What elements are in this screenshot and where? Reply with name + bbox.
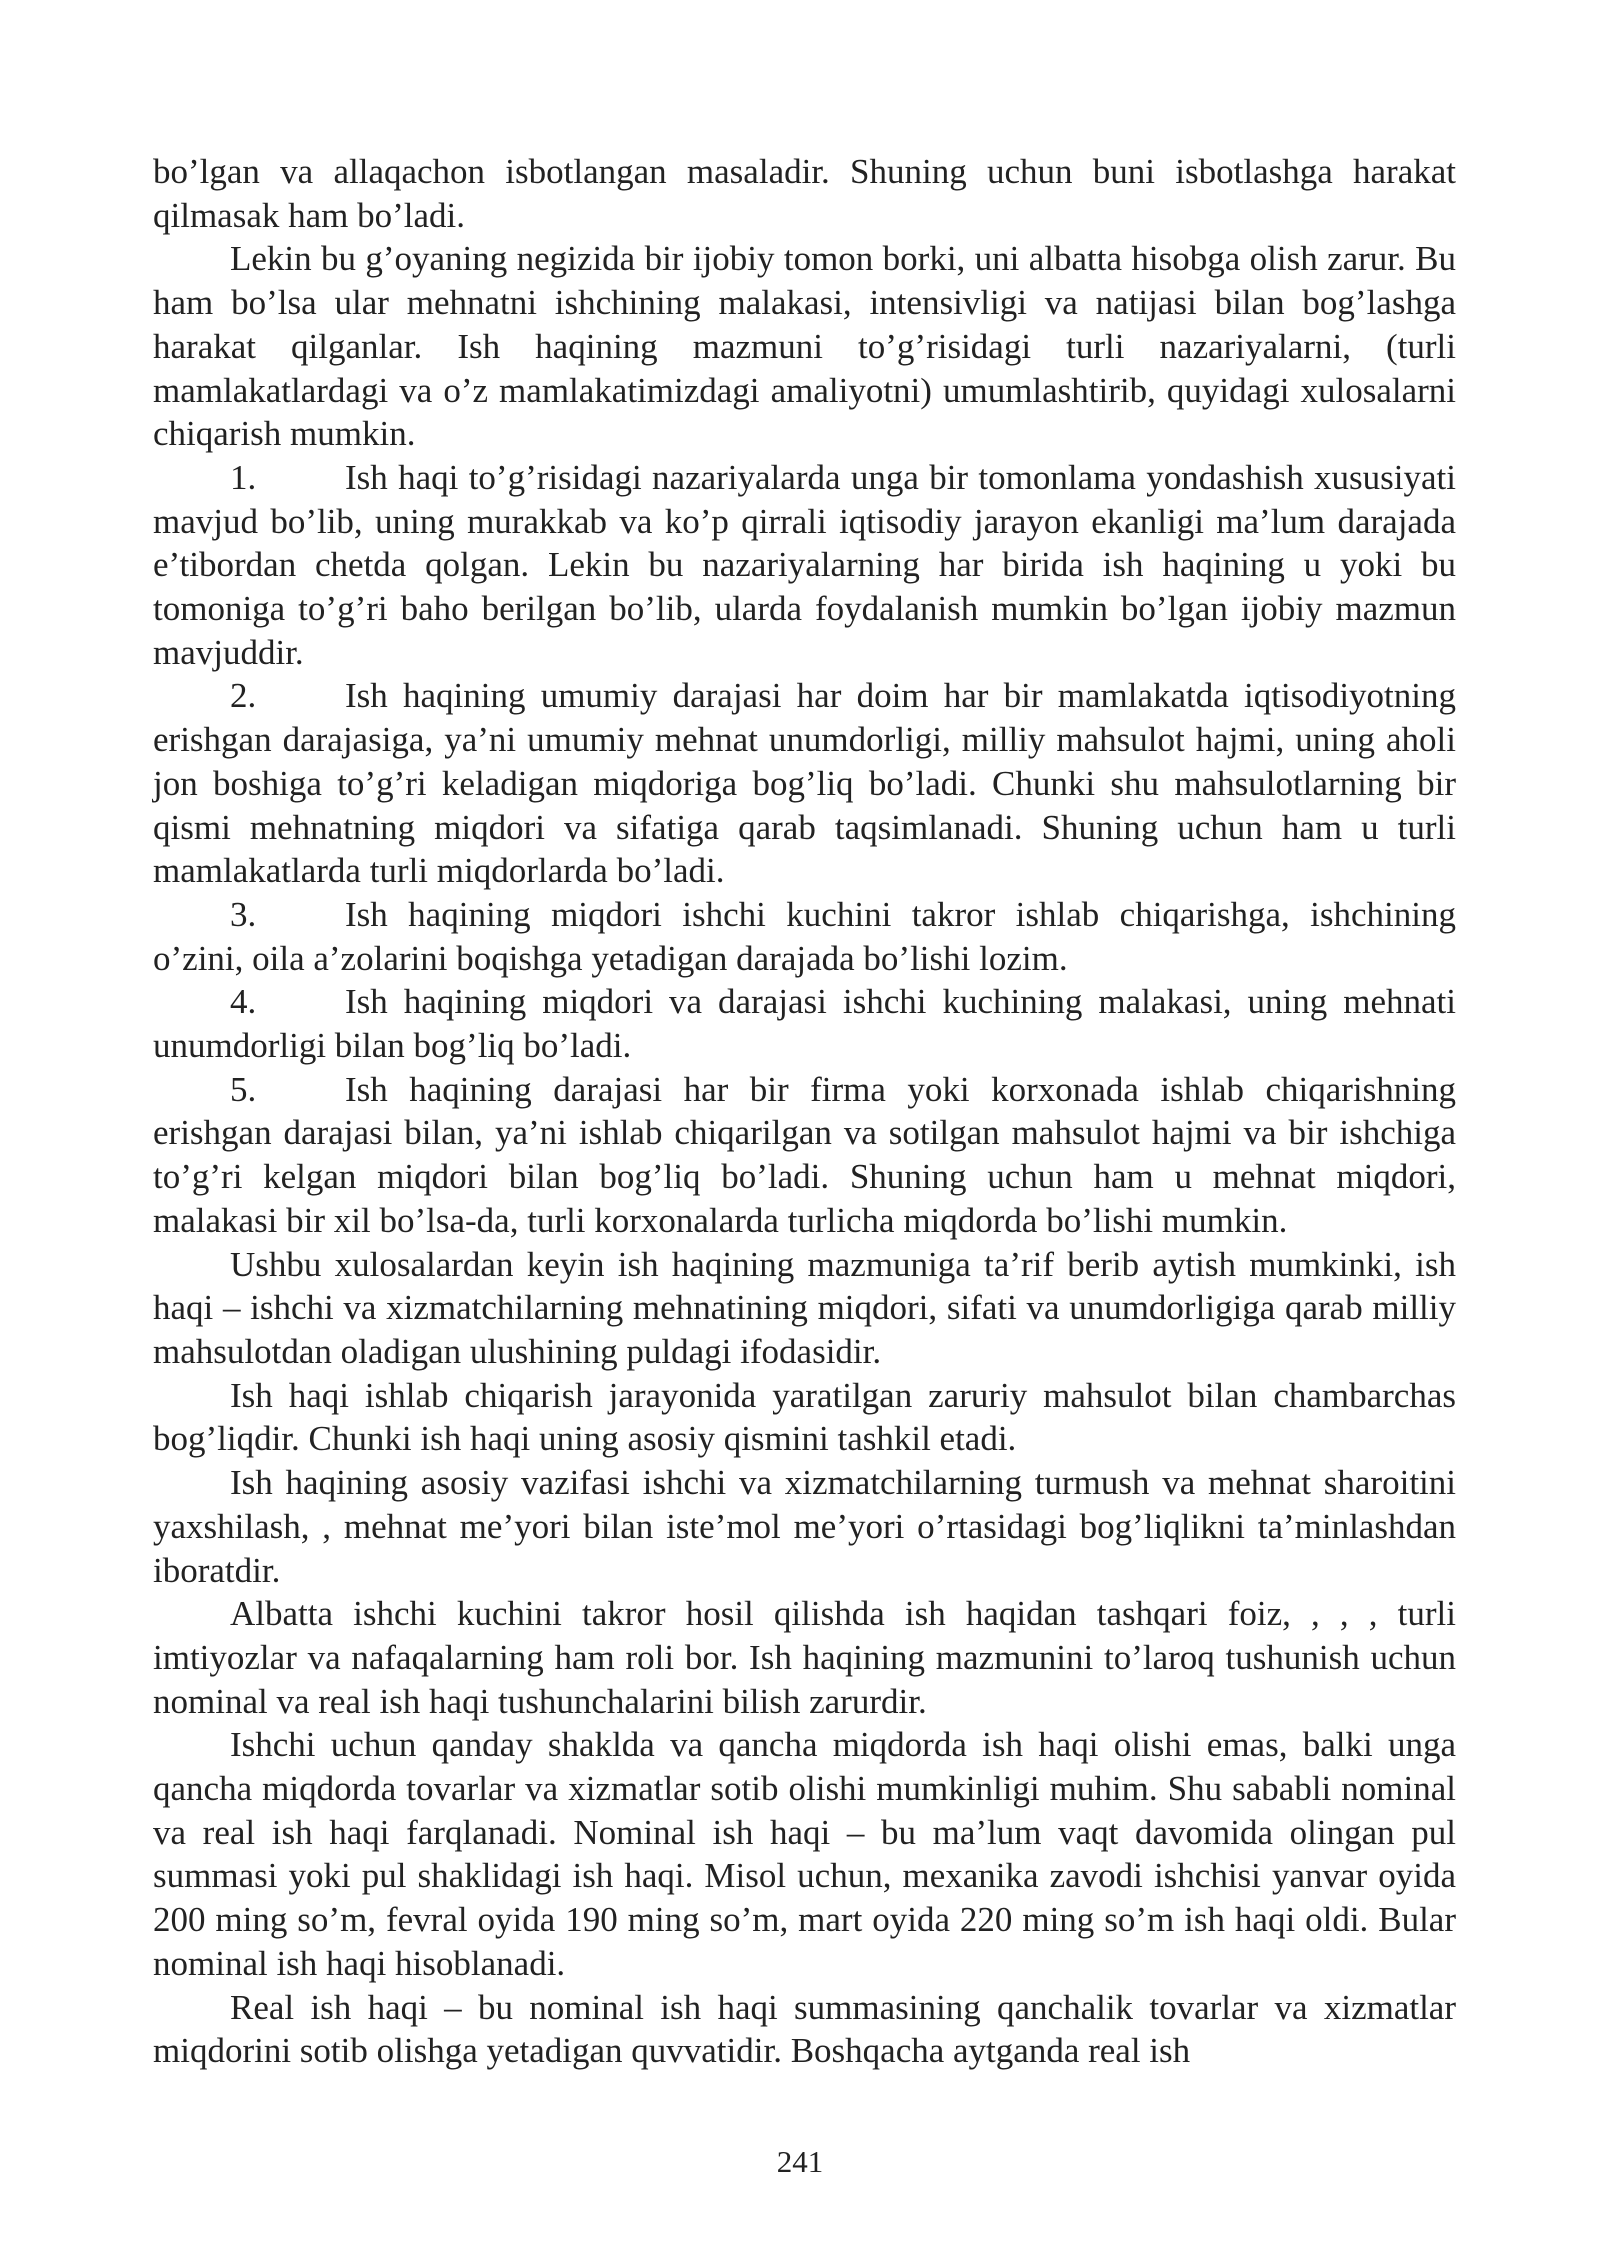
list-item-text: Ish haqining umumiy darajasi har doim har bir mamlakatda iqtisodiyotning erishgan darajasiga, ya’ni umumiy mehnat unumdorligi, milliy mahsulot hajmi, uning aholi jon boshiga to’g’ri keladigan miqdoriga bog’liq bo’ladi. Chunki shu mahsulotlarning bir qismi mehnatning miqdori va sifatiga qarab taqsimlanadi. Shuning uchun ham u turli mamlakatlarda turli miqdorlarda bo’ladi.	[153, 676, 1456, 891]
body-paragraph: Ushbu xulosalardan keyin ish haqining mazmuniga ta’rif berib aytish mumkinki, ish haqi – ishchi va xizmatchilarning mehnatining miqdori, sifati va unumdorligiga qarab milliy mahsulotdan oladigan ulushining puldagi ifodasidir.	[153, 1244, 1456, 1371]
list-item-text: Ish haqining miqdori ishchi kuchini takror ishlab chiqarishga, ishchining o’zini, oila a’zolarini boqishga yetadigan darajada bo’lishi lozim.	[153, 894, 1456, 978]
list-item-text: Ish haqining miqdori va darajasi ishchi kuchining malakasi, uning mehnati unumdorligi bilan bog’liq bo’ladi.	[153, 982, 1456, 1066]
list-item-text: Ish haqi to’g’risidagi nazariyalarda unga bir tomonlama yondashish xususiyati mavjud bo’lib, uning murakkab va ko’p qirrali iqtisodiy jarayon ekanligi ma’lum darajada e’tibordan chetda qolgan. Lekin bu nazariyalarning har birida ish haqining u yoki bu tomoniga to’g’ri baho berilgan bo’lib, ularda foydalanish mumkin bo’lgan ijobiy mazmun mavjuddir.	[153, 457, 1456, 672]
list-item	[153, 980, 1456, 1067]
intro-paragraph: Lekin bu g’oyaning negizida bir ijobiy tomon borki, uni albatta hisobga olish zarur. Bu ham bo’lsa ular mehnatni ishchining malakasi, intensivligi va natijasi bilan bog’lashga harakat qilganlar. Ish haqining mazmuni to’g’risidagi turli nazariyalarni, (turli mamlakatlardagi va o’z mamlakatimizdagi amaliyotni) umumlashtirib, quyidagi xulosalarni chiqarish mumkin.	[153, 239, 1456, 454]
list-item-number: 1.	[230, 457, 257, 497]
list-item	[153, 456, 1456, 675]
body-paragraph: Albatta ishchi kuchini takror hosil qilishda ish haqidan tashqari foiz, , , , turli imtiyozlar va nafaqalarning ham roli bor. Ish haqining mazmunini to’laroq tushunish uchun nominal va real ish haqi tushunchalarini bilish zarurdir.	[153, 1594, 1456, 1721]
list-item-text: Ish haqining darajasi har bir firma yoki korxonada ishlab chiqarishning erishgan darajasi bilan, ya’ni ishlab chiqarilgan va sotilgan mahsulot hajmi va bir ishchiga to’g’ri kelgan miqdori bilan bog’liq bo’ladi. Shuning uchun ham u mehnat miqdori, malakasi bir xil bo’lsa-da, turli korxonalarda turlicha miqdorda bo’lishi mumkin.	[153, 1069, 1456, 1240]
body-paragraph: Real ish haqi – bu nominal ish haqi summasining qanchalik tovarlar va xizmatlar miqdorini sotib olishga yetadigan quvvatidir. Boshqacha aytganda real ish	[153, 1987, 1456, 2071]
list-item	[153, 674, 1456, 893]
list-item	[153, 1068, 1456, 1243]
list-item-number: 3.	[230, 894, 257, 934]
body-paragraph: Ish haqining asosiy vazifasi ishchi va xizmatchilarning turmush va mehnat sharoitini yaxshilash, , mehnat me’yori bilan iste’mol me’yori o’rtasidagi bog’liqlikni ta’minlashdan iboratdir.	[153, 1463, 1456, 1590]
body-paragraph: Ishchi uchun qanday shaklda va qancha miqdorda ish haqi olishi emas, balki unga qancha miqdorda tovarlar va xizmatlar sotib olishi mumkinligi muhim. Shu sababli nominal va real ish haqi farqlanadi. Nominal ish haqi – bu ma’lum vaqt davomida olingan pul summasi yoki pul shaklidagi ish haqi. Misol uchun, mexanika zavodi ishchisi yanvar oyida 200 ming so’m, fevral oyida 190 ming so’m, mart oyida 220 ming so’m ish haqi oldi. Bular nominal ish haqi hisoblanadi.	[153, 1725, 1456, 1983]
list-item-number: 5.	[230, 1069, 257, 1109]
body-paragraph: Ish haqi ishlab chiqarish jarayonida yaratilgan zaruriy mahsulot bilan chambarchas bog’liqdir. Chunki ish haqi uning asosiy qismini tashkil etadi.	[153, 1375, 1456, 1459]
list-item	[153, 893, 1456, 980]
list-item-number: 2.	[230, 676, 257, 716]
list-item-number: 4.	[230, 982, 257, 1022]
opening-paragraph: bo’lgan va allaqachon isbotlangan masaladir. Shuning uchun buni isbotlashga harakat qilmasak ham bo’ladi.	[153, 152, 1456, 235]
document-page	[153, 150, 1456, 2073]
page-number: 241	[776, 2144, 824, 2179]
